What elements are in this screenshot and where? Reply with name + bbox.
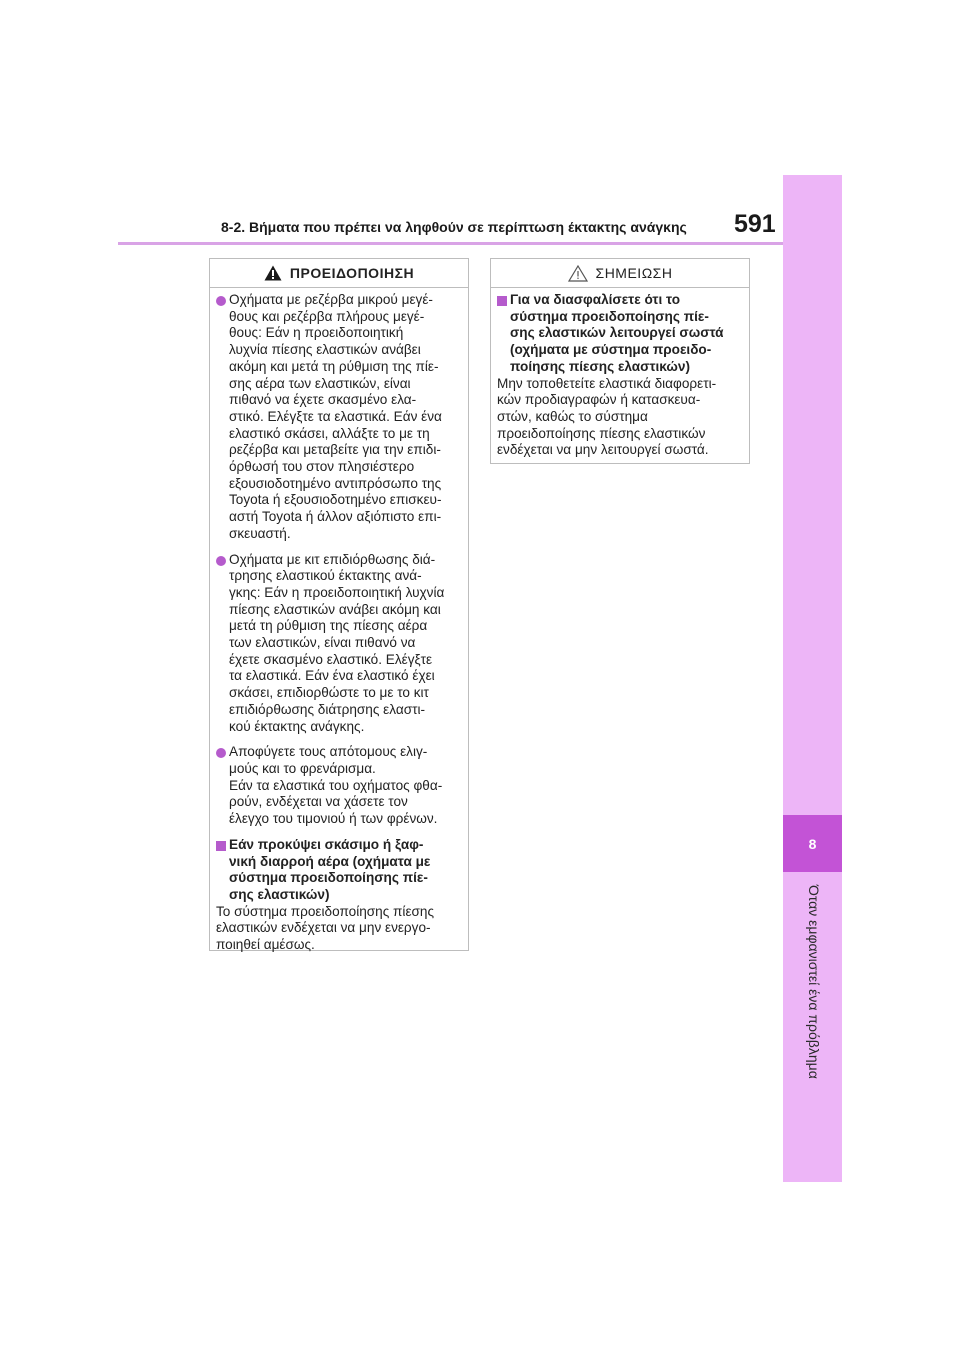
warning-triangle-filled-icon — [264, 265, 282, 281]
bullet-circle-icon — [216, 556, 226, 566]
note-subsection — [497, 292, 743, 459]
warning-item-text: Αποφύγετε τους απότομους ελιγ- μούς και το φρενάρισμα. Εάν τα ελαστικά του οχήματος φθα- ρούν, ενδέχεται να χάσετε τον έλεγχο του τιμονιού ή των φρένων. — [229, 744, 443, 827]
warning-box — [209, 258, 469, 951]
chapter-title-vertical: Όταν εμφανιστεί ένα πρόβλημα — [806, 885, 822, 1079]
note-box — [490, 258, 750, 464]
page-number: 591 — [734, 210, 776, 238]
note-subsection-heading: Για να διασφαλίσετε ότι το σύστημα προειδοποίησης πίε- σης ελαστικών λειτουργεί σωστά (οχήματα με σύστημα προειδο- ποίησης πίεσης ελαστικών) — [510, 292, 724, 374]
bullet-circle-icon — [216, 748, 226, 758]
warning-item — [216, 552, 462, 736]
warning-triangle-outline-icon — [568, 265, 588, 282]
chapter-number-tab[interactable]: 8 — [783, 815, 842, 872]
note-subsection-body: Μην τοποθετείτε ελαστικά διαφορετι- κών προδιαγραφών ή κατασκευα- στών, καθώς το σύστημα προειδοποίησης πίεσης ελαστικών ενδέχεται να μην λειτουργεί σωστά. — [497, 375, 717, 458]
warning-item-text: Οχήματα με κιτ επιδιόρθωσης διά- τρησης ελαστικού έκτακτης ανά- γκης: Εάν η προειδοποιητική λυχνία πίεσης ελαστικών ανάβει ακόμη και μετά τη ρύθμιση της πίεσης αέρα των ελαστικών, είναι πιθανό να έχετε σκασμένο ελαστικό. Ελέγξτε τα ελαστικά. Εάν ένα ελαστικό έχει σκάσει, επιδιορθώστε το με το κιτ επιδιόρθωσης διάτρησης ελαστι- κού έκτακτης ανάγκης. — [229, 551, 445, 734]
bullet-circle-icon — [216, 296, 226, 306]
warning-box-title: ΠΡΟΕΙΔΟΠΟΙΗΣΗ — [289, 265, 415, 281]
warning-item-text: Οχήματα με ρεζέρβα μικρού μεγέ- θους και ρεζέρβα πλήρους μεγέ- θους: Εάν η προειδοποιητική λυχνία πίεσης ελαστικών ανάβει ακόμη και μετά τη ρύθμιση της πίε- σης αέρα των ελαστικών, είναι πιθανό να έχετε σκασμένο ελα- στικό. Ελέγξτε τα ελαστικά. Εάν ένα ελαστικό σκάσει, αλλάξτε το με τη ρεζέρβα και μεταβείτε για την επιδι- όρθωσή του στον πλησιέστερο εξουσιοδοτημένο αντιπρόσωπο της Toyota ή εξουσιοδοτημένο επισκευ- αστή Toyota ή άλλον αξιόπιστο επι- σκευαστή. — [229, 292, 442, 541]
warning-item — [216, 292, 462, 543]
note-box-header — [491, 259, 749, 288]
section-header-title: 8-2. Βήματα που πρέπει να ληφθούν σε περίπτωση έκτακτης ανάγκης — [221, 219, 687, 235]
bullet-square-icon — [216, 841, 226, 851]
warning-box-header — [210, 259, 468, 288]
warning-subsection-body: Το σύστημα προειδοποίησης πίεσης ελαστικών ενδέχεται να μην ενεργο- ποιηθεί αμέσως. — [216, 903, 435, 953]
header-divider — [118, 242, 783, 245]
warning-subsection-heading: Εάν προκύψει σκάσιμο ή ξαφ- νική διαρροή αέρα (οχήματα με σύστημα προειδοποίησης πίε- σης ελαστικών) — [229, 836, 431, 902]
warning-item — [216, 744, 462, 828]
note-box-title: ΣΗΜΕΙΩΣΗ — [595, 265, 673, 281]
warning-subsection — [216, 837, 462, 954]
bullet-square-icon — [497, 296, 507, 306]
